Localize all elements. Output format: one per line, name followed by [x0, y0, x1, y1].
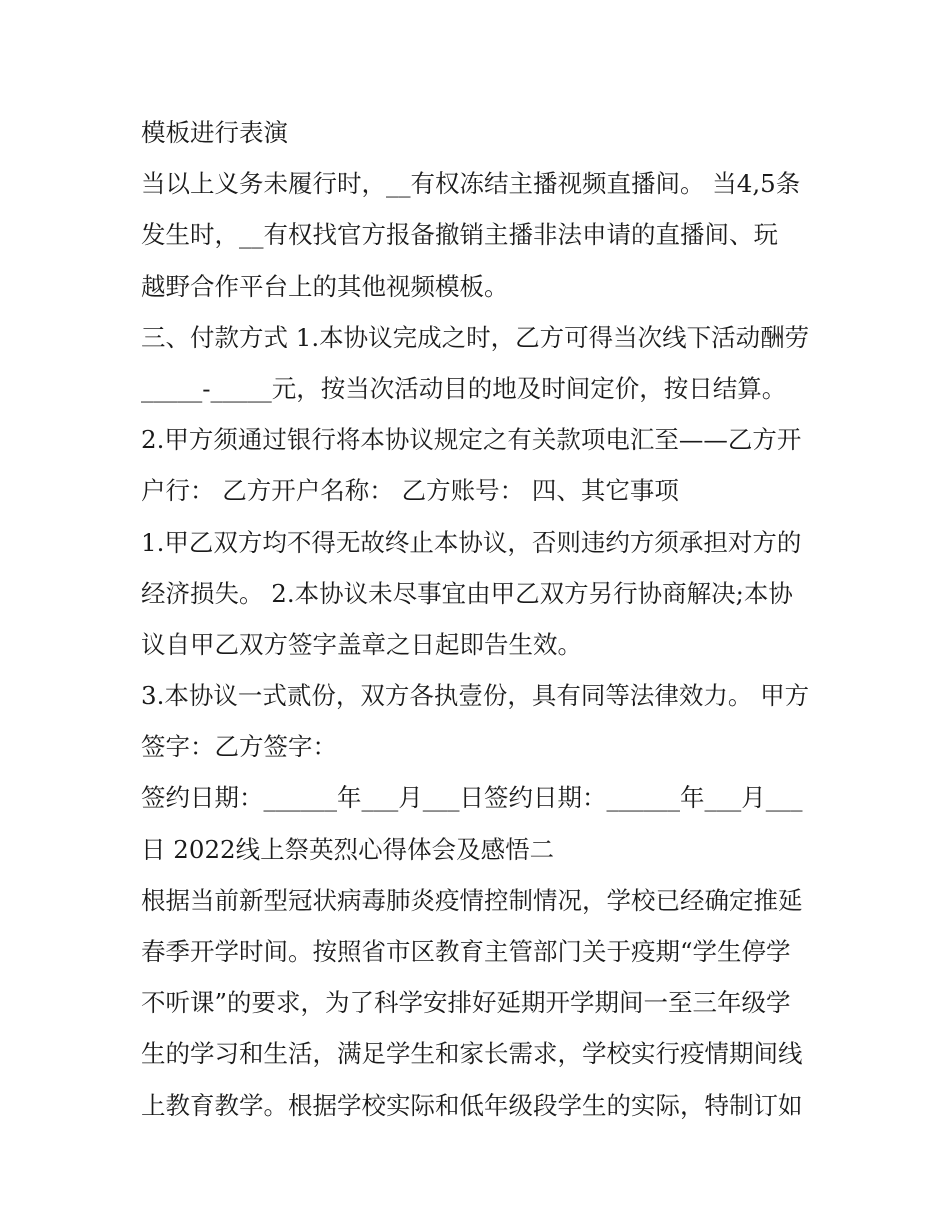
text-line: 生的学习和生活，满足学生和家长需求，学校实行疫情期间线 — [141, 1039, 803, 1069]
text-line: 根据当前新型冠状病毒肺炎疫情控制情况，学校已经确定推延 — [141, 885, 803, 915]
text-line: 模板进行表演 — [141, 118, 288, 147]
text-line: 议自甲乙双方签字盖章之日起即告生效。 — [141, 629, 582, 659]
text-line: 户行： 乙方开户名称： 乙方账号： 四、其它事项 — [141, 476, 679, 506]
text-line: 上教育教学。根据学校实际和低年级段学生的实际，特制订如 — [141, 1090, 803, 1120]
text-line: 签字：乙方签字： — [141, 732, 337, 762]
text-line: 不听课”的要求，为了科学安排好延期开学期间一至三年级学 — [141, 988, 791, 1018]
document-body — [141, 107, 821, 1131]
text-line: 2.甲方须通过银行将本协议规定之有关款项电汇至——乙方开 — [141, 425, 802, 455]
text-line: _____-_____元，按当次活动目的地及时间定价，按日结算。 — [141, 373, 787, 403]
text-line: 1.甲乙双方均不得无故终止本协议，否则违约方须承担对方的 — [141, 527, 802, 557]
text-line: 经济损失。 2.本协议未尽事宜由甲乙双方另行协商解决;本协 — [141, 578, 793, 608]
text-line: 当以上义务未履行时，__有权冻结主播视频直播间。 当4,5条 — [141, 169, 801, 199]
text-line: 日 2022线上祭英烈心得体会及感悟二 — [141, 834, 555, 864]
text-line: 3.本协议一式贰份，双方各执壹份，具有同等法律效力。 甲方 — [141, 681, 810, 711]
text-line: 三、付款方式 1.本协议完成之时，乙方可得当次线下活动酬劳 — [141, 322, 810, 352]
text-line: 越野合作平台上的其他视频模板。 — [141, 271, 509, 301]
text-line: 春季开学时间。按照省市区教育主管部门关于疫期“学生停学 — [141, 937, 791, 966]
text-line: 发生时，__有权找官方报备撤销主播非法申请的直播间、玩 — [141, 220, 778, 250]
text-line: 签约日期：______年___月___日签约日期：______年___月___ — [141, 783, 803, 813]
